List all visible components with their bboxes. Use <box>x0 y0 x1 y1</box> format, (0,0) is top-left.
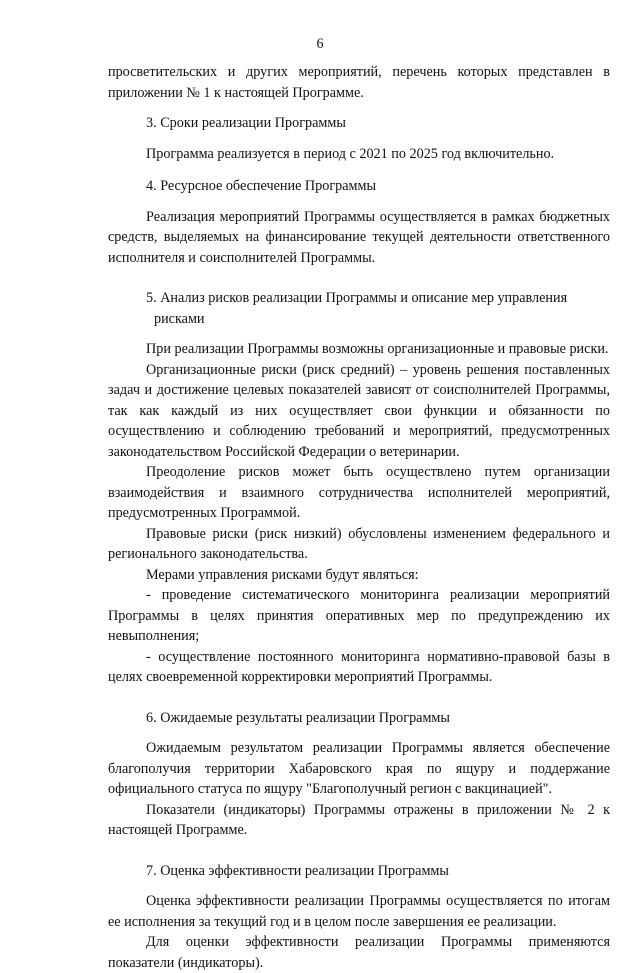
section-5-paragraph-2: Организационные риски (риск средний) – уровень решения поставленных задач и достижение целевых показателей зависят от соисполнителей Программы, так как каждый из них осуществляет свои функции и обязанности по осуществлению и соблюдению требований и мероприятий, предусмотренных законодательством Российской Федерации о ветеринарии. <box>108 361 610 460</box>
intro-paragraph: просветительских и других мероприятий, перечень которых представлен в приложении № 1 к настоящей Программе. <box>108 64 610 101</box>
section-5-heading <box>108 288 610 329</box>
page-content <box>108 62 610 973</box>
section-5-paragraph-4: Правовые риски (риск низкий) обусловлены изменением федерального и регионального законодательства. <box>108 525 610 562</box>
page-number: 6 <box>316 36 324 52</box>
section-6-paragraph-1: Ожидаемым результатом реализации Программы является обеспечение благополучия территории Хабаровского края по ящуру и поддержание официального статуса по ящуру "Благополучный регион с вакцинацией". <box>108 740 610 797</box>
section-3-heading: 3. Сроки реализации Программы <box>146 115 346 131</box>
section-5-heading-line-2: рисками <box>154 310 205 327</box>
section-7-paragraph-1: Оценка эффективности реализации Программы осуществляется по итогам ее исполнения за текущий год и в целом после завершения ее реализации. <box>108 893 610 930</box>
section-6-paragraph-2: Показатели (индикаторы) Программы отражены в приложении № 2 к настоящей Программе. <box>108 801 610 838</box>
section-5-paragraph-6: - проведение систематического мониторинга реализации мероприятий Программы в целях принятия оперативных мер по предупреждению их невыполнения; <box>108 587 610 644</box>
section-4-paragraph: Реализация мероприятий Программы осуществляется в рамках бюджетных средств, выделяемых на финансирование текущей деятельности ответственного исполнителя и соисполнителей Программы. <box>108 208 610 266</box>
section-7-heading: 7. Оценка эффективности реализации Программы <box>146 862 449 879</box>
section-4-heading: 4. Ресурсное обеспечение Программы <box>146 178 377 194</box>
section-5-paragraph-5: Мерами управления рисками будут являться: <box>146 566 419 583</box>
section-7-paragraph-2: Для оценки эффективности реализации Программы применяются показатели (индикаторы). <box>108 934 610 971</box>
section-3-paragraph: Программа реализуется в период с 2021 по 2025 год включительно. <box>146 145 555 162</box>
section-6-heading: 6. Ожидаемые результаты реализации Программы <box>146 709 450 726</box>
section-5-heading-line-1: 5. Анализ рисков реализации Программы и описание мер управления <box>146 290 568 306</box>
section-5-paragraph-3: Преодоление рисков может быть осуществлено путем организации взаимодействия и взаимного сотрудничества исполнителей мероприятий, предусмотренных Программой. <box>108 464 610 521</box>
section-5-paragraph-1: При реализации Программы возможны организационные и правовые риски. <box>146 341 609 357</box>
section-5-paragraph-7: - осуществление постоянного мониторинга нормативно-правовой базы в целях своевременной корректировки мероприятий Программы. <box>108 648 610 685</box>
